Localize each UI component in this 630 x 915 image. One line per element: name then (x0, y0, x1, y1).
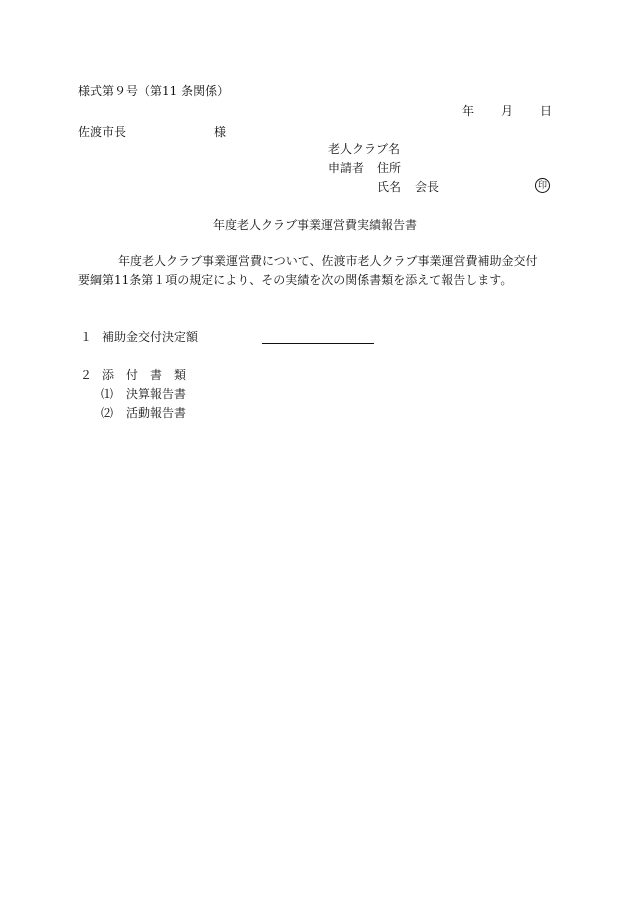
address-label: 住所 (377, 161, 402, 175)
date-month-label: 月 (501, 104, 514, 118)
document-title: 年度老人クラブ事業運営費実績報告書 (212, 218, 417, 232)
seal-mark: 印 (535, 178, 550, 193)
club-name-label: 老人クラブ名 (328, 142, 401, 156)
body-text-line-2: 要綱第11条第１項の規定により、その実績を次の関係書類を添えて報告します。 (78, 273, 513, 287)
subitem-2-label: 活動報告書 (126, 406, 187, 420)
item-1-label: 補助金交付決定額 (102, 330, 199, 344)
date-day-label: 日 (540, 104, 553, 118)
name-label: 氏名 (377, 180, 402, 194)
body-text-line-1: 年度老人クラブ事業運営費について、佐渡市老人クラブ事業運営費補助金交付 (118, 254, 538, 268)
recipient-name: 佐渡市長 (78, 125, 127, 139)
amount-underline (262, 343, 374, 344)
date-year-label: 年 (462, 104, 475, 118)
subitem-1-label: 決算報告書 (126, 387, 187, 401)
applicant-label: 申請者 (328, 161, 365, 175)
item-2-number: ２ (80, 368, 93, 382)
form-number-label: 様式第９号（第11 条関係） (78, 84, 230, 98)
chairperson-label: 会長 (415, 180, 440, 194)
item-2-label: 添付書類 (102, 368, 199, 382)
subitem-1-number: ⑴ (101, 387, 114, 401)
item-1-number: １ (80, 330, 93, 344)
recipient-honorific: 様 (214, 125, 227, 139)
subitem-2-number: ⑵ (101, 406, 114, 420)
